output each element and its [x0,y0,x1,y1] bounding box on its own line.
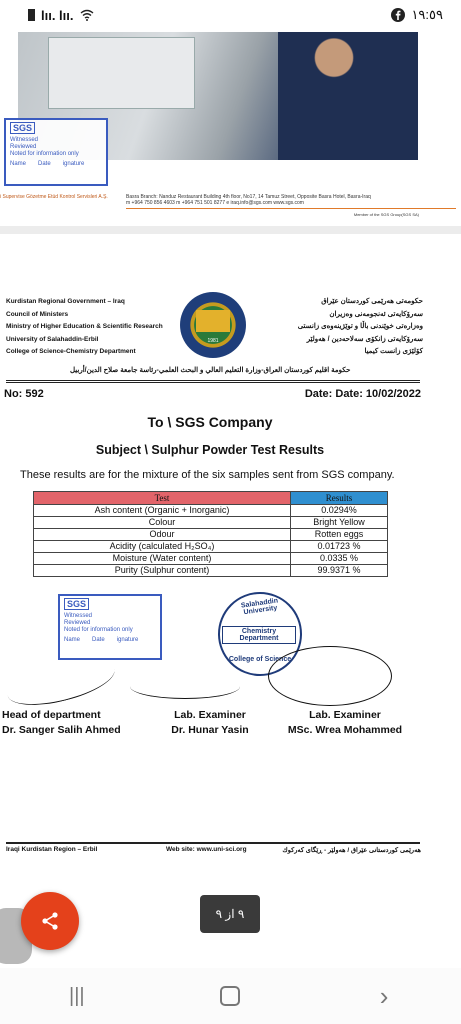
intro-text: These results are for the mixture of the six samples sent from SGS company. [20,469,395,481]
recipient: To \ SGS Company [147,414,273,430]
status-bar [0,0,461,30]
column-header: Test [34,492,291,505]
share-button[interactable] [21,892,79,950]
share-icon [40,911,60,931]
table-row: Moisture (Water content) 0.0335 % [34,553,388,565]
signatory: Head of department Dr. Sanger Salih Ahmed [2,709,121,736]
results-table [33,491,388,577]
signature [268,646,392,706]
signatory: Lab. Examiner MSc. Wrea Mohammed [287,709,403,736]
home-button[interactable] [205,976,255,1016]
signal-icon: lıı. lıı. [41,7,74,23]
department-stamp: Salahaddin University Chemistry Department College of Science [218,592,302,676]
technician [278,32,418,160]
footer-location: Iraqi Kurdistan Region – Erbil [6,846,98,853]
subject: Subject \ Sulphur Powder Test Results [95,443,325,457]
system-navigation-bar [0,968,461,1024]
footer-kurdish: هەرێمی كوردستانی عێراق / هەولێر - ڕێگای كەركوك [282,847,421,854]
divider [6,380,420,383]
table-row: Odour Rotten eggs [34,529,388,541]
letterhead-arabic: حكومة اقليم كوردستان العراق-وزارة التعليم العالي و البحث العلمي-رئاسة جامعة صلاح الدين/أربيل [70,367,351,374]
document-date: Date: Date: 10/02/2022 [304,388,421,400]
page-indicator: ٩ از ٩ [200,895,260,933]
divider [6,842,420,844]
table-row: Purity (Sulphur content) 99.9371 % [34,565,388,577]
letterhead-kurdish: حكومەتی هەرێمی كوردستان عێراق سەرۆكایەتی ئەنجومەنی وەزیران وەزارەتی خوێندنی باڵا و توێژینەوەی زانستی سەرۆكایەتی زانكۆی سەلاحەدین / هەولێر كۆلێژی زانست كیمیا [297,298,423,355]
document-number: No: 592 [4,388,44,400]
table-row: Colour Bright Yellow [34,517,388,529]
home-icon [220,986,240,1006]
wifi-icon [80,9,94,21]
footer-website: Web site: www.uni-sci.org [166,846,247,853]
battery-icon [28,9,35,21]
sgs-stamp: SGS Witnessed Reviewed Noted for information only Name Date ignature [4,118,108,186]
lab-instrument [48,37,195,109]
table-row: Acidity (calculated H₂SO₄) 0.01723 % [34,541,388,553]
university-seal: 1981 [180,292,246,358]
sgs-stamp: SGS Witnessed Reviewed Noted for information only Name Date ignature [58,594,162,660]
column-header: Results [291,492,388,505]
clock: ١٩:٥٩ [411,7,443,22]
signatory: Lab. Examiner Dr. Hunar Yasin [171,709,249,736]
table-row: Ash content (Organic + Inorganic) 0.0294% [34,505,388,517]
page-gap [0,226,461,234]
document-page [0,234,461,874]
table-header-row [34,492,388,505]
document-page-previous: SGS Witnessed Reviewed Noted for information only Name Date ignature i Supervise Gözetme Etüd Kontrol Servisleri A.Ş. Basra Branch: Nanduz Restaurant Building 4th floor, No17, 14 Tamuz Street, Opposite Basra Hotel, Basra-Iraq m +964 750 856 4603 m +964 751 501 8277 e iraq.info@sgs.com www.sgs.com Member of the SGS Group(SGS SA) [0,30,461,230]
signature [130,674,240,699]
facebook-icon [391,8,405,22]
signature [3,651,119,714]
letterhead-english: Kurdistan Regional Government – Iraq Council of Ministers Ministry of Higher Education & Scientific Research University of Salahaddin-Erbil College of Science-Chemistry Department [6,298,163,355]
divider [126,208,456,209]
recents-button[interactable]: ||| [69,984,85,1007]
back-button[interactable]: › [379,980,389,1011]
